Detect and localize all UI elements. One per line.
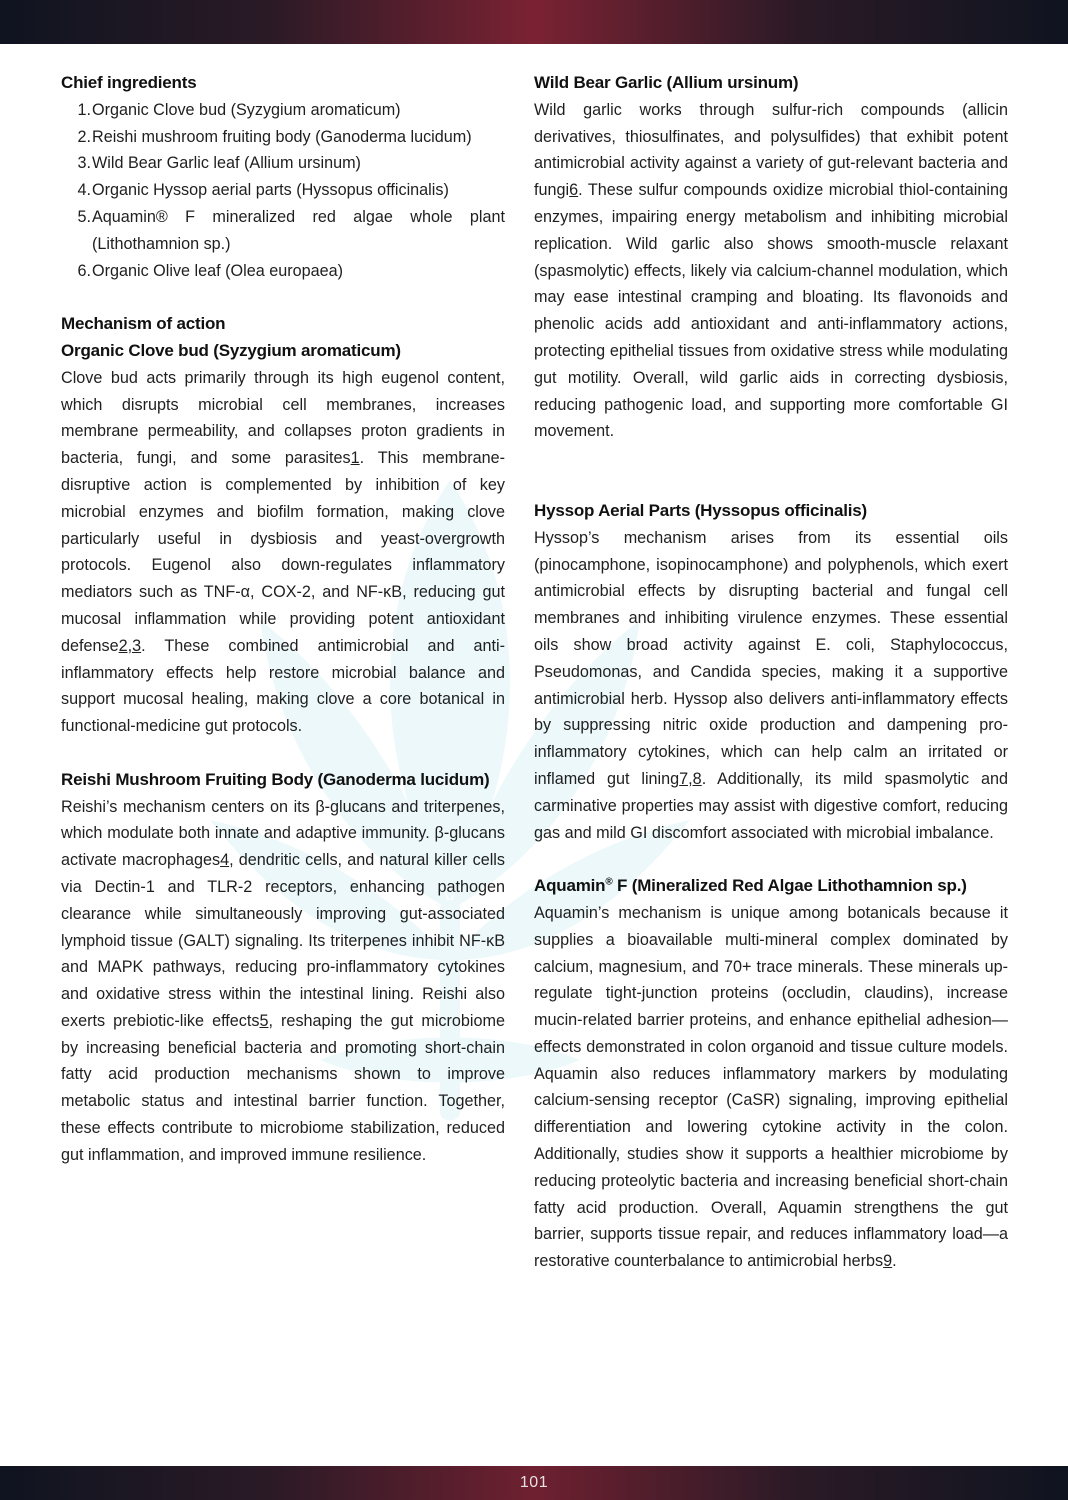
citation-link[interactable]: 5: [259, 1011, 269, 1030]
citation-link[interactable]: 1: [350, 449, 360, 468]
hyssop-paragraph: Hyssop’s mechanism arises from its essential oils (pinocamphone, isopinocamphone) and polyphenols, which exert antimicrobial effects by disrupting bacterial and fungal cell membranes and inhibiting virulence enzymes. These essential oils show broad activity against E. coli, Staphylococcus, Pseudomonas, and Candida species, making it a supportive antimicrobial herb. Hyssop also delivers anti-inflammatory effects by suppressing nitric oxide production and dampening pro-inflammatory cytokines, which can help calm an irritated or inflamed gut lining7,8. Additionally, its mild spasmolytic and carminative properties may assist with digestive comfort, reducing gas and mild GI discomfort associated with microbial imbalance.: [534, 528, 1009, 842]
list-item: 5. Aquamin® F mineralized red algae whole plant (Lithothamnion sp.): [77, 207, 505, 253]
hyssop-heading: Hyssop Aerial Parts (Hyssopus officinalis): [534, 500, 867, 520]
aquamin-paragraph: Aquamin’s mechanism is unique among botanicals because it supplies a bioavailable multi-mineral complex dominated by calcium, magnesium, and 70+ trace minerals. These minerals up-regulate tight-junction proteins (occludin, claudins), increase mucin-related barrier proteins, and enhance epithelial adhesion—effects demonstrated in colon organoid and tissue culture models. Aquamin also reduces inflammatory markers by modulating calcium-sensing receptor (CaSR) signaling, improving epithelial differentiation and lowering cytokine activity in the colon. Additionally, studies show it supports a healthier microbiome by reducing proteolytic bacteria and increasing beneficial short-chain fatty acid production. Overall, Aquamin strengthens the gut barrier, supports tissue repair, and reduces inflammatory load—a restorative counterbalance to antimicrobial herbs9.: [534, 903, 1008, 1271]
citation-link[interactable]: 7,8: [679, 769, 702, 788]
garlic-heading: Wild Bear Garlic (Allium ursinum): [534, 73, 799, 92]
citation-link[interactable]: 6: [569, 181, 579, 200]
ingredients-list: [61, 97, 505, 285]
right-column: [534, 70, 1008, 1275]
list-item: 4. Organic Hyssop aerial parts (Hyssopus officinalis): [77, 181, 449, 200]
page-number: 101: [519, 1474, 549, 1491]
aquamin-heading: Aquamin® F (Mineralized Red Algae Lithothamnion sp.): [534, 876, 967, 896]
citation-link[interactable]: 4: [220, 851, 230, 870]
clove-paragraph: Clove bud acts primarily through its high eugenol content, which disrupts microbial cell membranes, increases membrane permeability, and collapses proton gradients in bacteria, fungi, and some parasites1. This membrane-disruptive action is complemented by inhibition of key microbial enzymes and biofilm formation, making clove particularly useful in dysbiosis and yeast-overgrowth protocols. Eugenol also down-regulates inflammatory mediators such as TNF-α, COX-2, and NF-κB, reducing gut mucosal inflammation while providing potent antioxidant defense2,3. These combined antimicrobial and anti-inflammatory effects help restore microbial balance and support mucosal healing, making clove a core botanical in functional-medicine gut protocols.: [61, 368, 505, 736]
mechanism-heading: Mechanism of action: [61, 314, 226, 334]
list-item: 2. Reishi mushroom fruiting body (Ganoderma lucidum): [77, 127, 472, 146]
reishi-heading: Reishi Mushroom Fruiting Body (Ganoderma lucidum): [61, 769, 490, 789]
list-item: 6. Organic Olive leaf (Olea europaea): [77, 261, 344, 280]
garlic-paragraph: Wild garlic works through sulfur-rich compounds (allicin derivatives, thiosulfinates, and polysulfides) that exhibit potent antimicrobial activity against a variety of gut-relevant bacteria and fungi6. These sulfur compounds oxidize microbial thiol-containing enzymes, impairing energy metabolism and inhibiting microbial replication. Wild garlic also shows smooth-muscle relaxant (spasmolytic) effects, likely via calcium-channel modulation, which may ease intestinal cramping and bloating. Its flavonoids and phenolic acids add antioxidant and anti-inflammatory actions, protecting epithelial tissues from oxidative stress while modulating gut motility. Overall, wild garlic aids in correcting dysbiosis, reducing pathogenic load, and supporting more comfortable GI movement.: [534, 100, 1008, 441]
citation-link[interactable]: 2,3: [118, 636, 142, 655]
citation-link[interactable]: 9: [883, 1252, 893, 1271]
header-band: [0, 0, 1068, 44]
chief-ingredients-heading: Chief ingredients: [61, 73, 197, 92]
list-item: 3. Wild Bear Garlic leaf (Allium ursinum): [77, 154, 361, 173]
clove-heading: Organic Clove bud (Syzygium aromaticum): [61, 340, 401, 360]
reishi-paragraph: Reishi’s mechanism centers on its β-glucans and triterpenes, which modulate both innate and adaptive immunity. β-glucans activate macrophages4, dendritic cells, and natural killer cells via Dectin-1 and TLR-2 receptors, enhancing pathogen clearance while simultaneously improving gut-associated lymphoid tissue (GALT) signaling. Its triterpenes inhibit NF-κB and MAPK pathways, reducing pro-inflammatory cytokines and oxidative stress within the intestinal lining. Reishi also exerts prebiotic-like effects5, reshaping the gut microbiome by increasing beneficial bacteria and promoting short-chain fatty acid production mechanisms shown to improve metabolic status and intestinal barrier function. Together, these effects contribute to microbiome stabilization, reduced gut inflammation, and improved immune resilience.: [61, 797, 505, 1164]
left-column: [61, 70, 505, 1169]
footer-band: [0, 1466, 1068, 1500]
list-item: 1. Organic Clove bud (Syzygium aromaticum): [77, 100, 401, 119]
